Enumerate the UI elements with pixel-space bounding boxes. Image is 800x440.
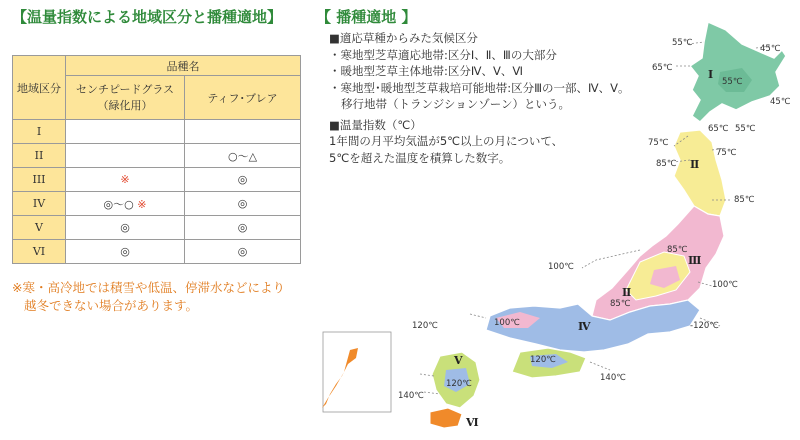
- tifblair-cell: ◎: [185, 216, 301, 240]
- iso-label: 55℃: [735, 124, 756, 134]
- iso-label: 140℃: [600, 373, 626, 383]
- zone-label-6: Ⅵ: [466, 416, 479, 429]
- suitable-area-title: 【 播種適地 】: [316, 8, 417, 26]
- zone-cell: IV: [13, 192, 66, 216]
- bullet-cold-zone: ・寒地型芝草適応地帯:区分Ⅰ、Ⅱ、Ⅲの大部分: [329, 47, 557, 62]
- iso-label: 120℃: [446, 379, 472, 389]
- iso-label: 55℃: [722, 77, 743, 87]
- mark: ◎: [120, 245, 130, 258]
- iso-label: 45℃: [760, 44, 781, 54]
- okinawa-islands: [322, 348, 358, 408]
- bullet-warm-zone: ・暖地型芝草主体地帯:区分Ⅳ、Ⅴ、Ⅵ: [329, 64, 523, 78]
- tifblair-cell: ○～△: [185, 144, 301, 168]
- tifblair-cell: ◎: [185, 168, 301, 192]
- zone-label-3: Ⅲ: [688, 254, 702, 267]
- iso-label: 120℃: [412, 321, 438, 331]
- group-header: 品種名: [66, 56, 301, 76]
- zone-cell: VI: [13, 240, 66, 264]
- zone-label-2b: Ⅱ: [622, 286, 632, 299]
- col-header-tifblair: ティフ･ブレア: [185, 76, 301, 120]
- warmth-index-desc-1: 1年間の月平均気温が5℃以上の月について、: [329, 134, 564, 148]
- iso-label: -120℃: [690, 321, 719, 331]
- iso-label: 85℃: [656, 159, 677, 169]
- mark: ◎: [120, 221, 130, 234]
- zone-cell: V: [13, 216, 66, 240]
- iso-label: 65℃: [652, 63, 673, 73]
- iso-label: 85℃: [610, 299, 631, 309]
- iso-label: 100℃: [712, 280, 738, 290]
- tifblair-cell: ◎: [185, 192, 301, 216]
- iso-label: 85℃: [734, 195, 755, 205]
- zone-cell: I: [13, 120, 66, 144]
- tifblair-cell: ◎: [185, 240, 301, 264]
- iso-label: 120℃: [530, 355, 556, 365]
- zone-cell: II: [13, 144, 66, 168]
- zone-label-4: Ⅳ: [578, 320, 591, 333]
- corner-header: 地域区分: [13, 56, 66, 120]
- bullet-transition-zone-cont: 移行地帯（トランジションゾーン）という。: [341, 97, 570, 111]
- zone-cell: III: [13, 168, 66, 192]
- iso-label: 140℃: [398, 391, 424, 401]
- iso-label: 65℃: [708, 124, 729, 134]
- note-line-1: ※寒・高冷地では積雪や低温、停滞水などにより: [12, 280, 285, 295]
- islands-inset-frame: [323, 332, 391, 412]
- iso-label: 75℃: [648, 138, 669, 148]
- iso-label: 100℃: [548, 262, 574, 272]
- iso-label: 45℃: [770, 97, 791, 107]
- iso-label: 100℃: [494, 318, 520, 328]
- bullet-transition-zone: ・寒地型･暖地型芝草栽培可能地帯:区分Ⅲの一部、Ⅳ、Ⅴ。: [329, 80, 630, 95]
- zone-label-5: Ⅴ: [454, 354, 463, 367]
- iso-label: 55℃: [672, 38, 693, 48]
- heading-climate-zones: ■適応草種からみた気候区分: [329, 31, 478, 45]
- zone-label-1: Ⅰ: [708, 68, 714, 81]
- south-kyushu-shape: [430, 408, 462, 428]
- note-line-2: 越冬できない場合があります。: [24, 298, 199, 313]
- tohoku-shape: [674, 130, 726, 216]
- red-note-mark: ※: [120, 173, 130, 186]
- col1-sub: （緑化用）: [97, 98, 153, 112]
- warmth-index-desc-2: 5℃を超えた温度を積算した数字。: [329, 150, 511, 165]
- red-note-mark: ※: [137, 197, 147, 211]
- zone-label-2: Ⅱ: [690, 158, 700, 171]
- mark: ◎～○: [103, 197, 138, 211]
- iso-label: 85℃: [667, 245, 688, 255]
- col1-name: センチピードグラス: [75, 82, 174, 96]
- zone-table-title: 【温量指数による地域区分と播種適地】: [12, 8, 283, 26]
- iso-label: 75℃: [716, 148, 737, 158]
- heading-warmth-index: ■温量指数（℃）: [329, 117, 422, 132]
